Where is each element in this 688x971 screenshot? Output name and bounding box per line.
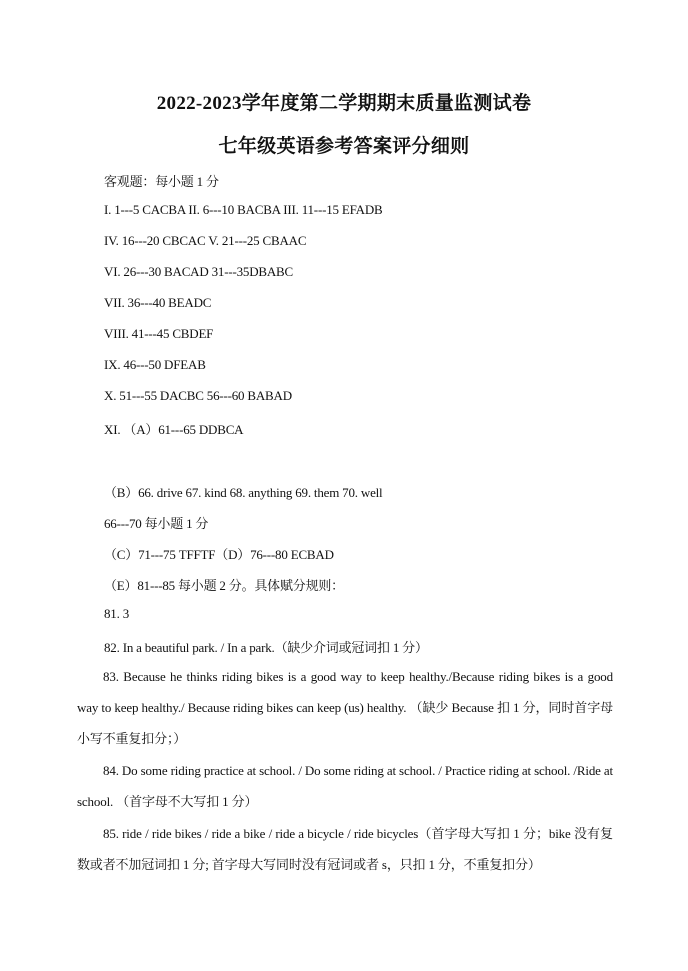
- answer-line-i-iii: I. 1---5 CACBA II. 6---10 BACBA III. 11---15 EFADB: [104, 202, 383, 217]
- answer-line-xi-a: XI. （A）61---65 DDBCA: [104, 422, 244, 437]
- answer-line-viii: VIII. 41---45 CBDEF: [104, 326, 214, 341]
- document-subtitle: 七年级英语参考答案评分细则: [218, 136, 470, 157]
- scoring-note-81-85: （E）81---85 每小题 2 分。具体赋分规则：: [104, 578, 344, 593]
- answer-84-text: 84. Do some riding practice at school. / Do some riding at school. / Practice riding at school. /Ride at school. （首字母不大写扣 1 分）: [77, 763, 613, 809]
- answer-84-paragraph: [77, 755, 613, 817]
- answer-line-c-d: （C）71---75 TFFTF（D）76---80 ECBAD: [104, 547, 334, 562]
- answer-82: 82. In a beautiful park. / In a park.（缺少介词或冠词扣 1 分）: [104, 640, 428, 655]
- answer-85-text: 85. ride / ride bikes / ride a bike / ride a bicycle / ride bicycles（首字母大写扣 1 分；bike 没有复数或者不加冠词扣 1 分; 首字母大写同时没有冠词或者 s，只扣 1 分，不重复扣分）: [77, 826, 613, 872]
- objective-questions-note: 客观题：每小题 1 分: [104, 174, 219, 189]
- scoring-note-66-70: 66---70 每小题 1 分: [104, 516, 209, 531]
- answer-line-vii: VII. 36---40 BEADC: [104, 295, 212, 310]
- answer-81: 81. 3: [104, 606, 130, 621]
- document-title: 2022-2023学年度第二学期期末质量监测试卷: [156, 93, 532, 114]
- answer-line-ix: IX. 46---50 DFEAB: [104, 357, 206, 372]
- answer-line-x: X. 51---55 DACBC 56---60 BABAD: [104, 388, 292, 403]
- answer-line-vi: VI. 26---30 BACAD 31---35DBABC: [104, 264, 293, 279]
- answer-83-text: 83. Because he thinks riding bikes is a good way to keep healthy./Because riding bikes is a good way to keep healthy./ Because riding bikes can keep (us) healthy. （缺少 Because 扣 1 分，同时首字母小写不重复扣分；）: [77, 669, 613, 746]
- answer-line-xi-b: （B）66. drive 67. kind 68. anything 69. them 70. well: [104, 485, 383, 500]
- answer-85-paragraph: [77, 818, 613, 880]
- answer-83-paragraph: [77, 661, 613, 754]
- answer-line-iv-v: IV. 16---20 CBCAC V. 21---25 CBAAC: [104, 233, 307, 248]
